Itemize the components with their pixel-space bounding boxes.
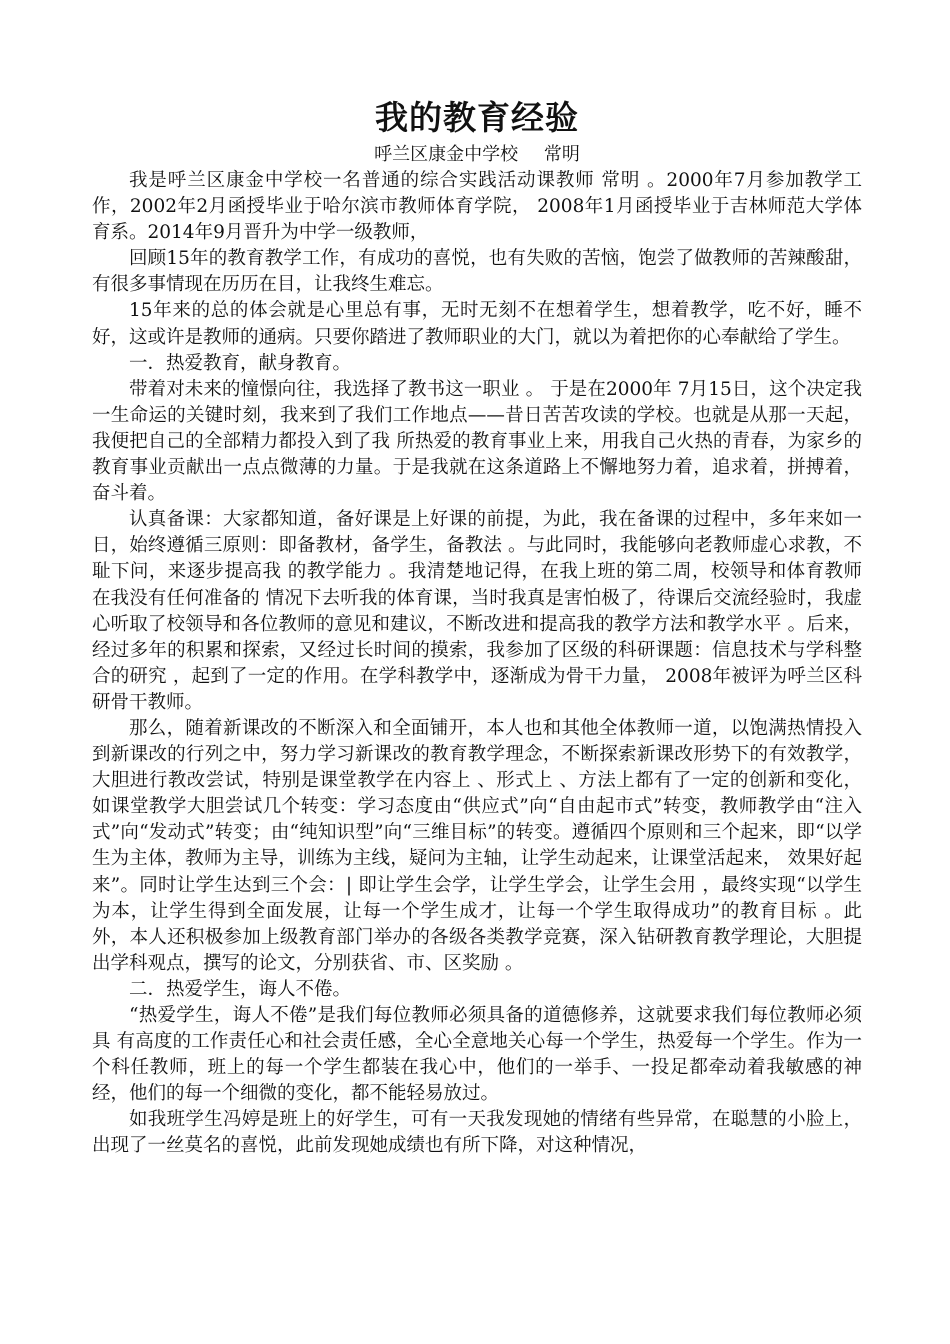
document-title: 我的教育经验 [375,98,579,137]
paragraph-lesson-prep: 认真备课：大家都知道，备好课是上好课的前提，为此，我在备课的过程中，多年来如一日，始终遵循三原则：即备教材，备学生，备教法 。与此同时，我能够向老教师虚心求教，不耻下问，来逐步提高我 的教学能力 。我清楚地记得，在我上班的第二周，校领导和体育教师在我没有任何准备的 情况下去听我的体育课，当时我真是害怕极了，待课后交流经验时，我虚心听取了校领导和各位教师的意见和建议，不断改进和提高我的教学方法和教学水平 。后来，经过多年的积累和探索，又经过长时间的摸索，我参加了区级的科研课题：信息技术与学科整合的研究 ，起到了一定的作用。在学科教学中，逐渐成为骨干力量， 2008年被评为呼兰区科研骨干教师。 [92,509,862,713]
paragraph-intro: 我是呼兰区康金中学校一名普通的综合实践活动课教师 常明 。2000年7月参加教学工作，2002年2月函授毕业于哈尔滨市教师体育学院， 2008年1月函授毕业于吉林师范大学体育系。2014年9月晋升为中学一级教师， [92,170,862,244]
author-line: 呼兰区康金中学校 常明 [374,144,580,165]
paragraph-career-start: 带着对未来的憧憬向往，我选择了教书这一职业 。 于是在2000年 7月15日，这个决定我一生命运的关键时刻，我来到了我们工作地点——昔日苦苦攻读的学校。也就是从那一天起，我便把自己的全部精力都投入到了我 所热爱的教育事业上来，用我自己火热的青春，为家乡的教育事业贡献出一点点微薄的力量。于是我就在这条道路上不懈地努力着，追求着，拼搏着，奋斗着。 [92,378,862,505]
paragraph-love-students: “热爱学生，诲人不倦”是我们每位教师必须具备的道德修养，这就要求我们每位教师必须具 有高度的工作责任心和社会责任感，全心全意地关心每一个学生，热爱每一个学生。作为一个科任教师，班上的每一个学生都装在我心中，他们的一举手、一投足都牵动着我敏感的神经，他们的每一个细微的变化，都不能轻易放过。 [92,1005,862,1105]
paragraph-review: 回顾15年的教育教学工作，有成功的喜悦，也有失败的苦恼，饱尝了做教师的苦辣酸甜，有很多事情现在历历在目，让我终生难忘。 [92,248,862,296]
paragraph-student-example: 如我班学生冯婷是班上的好学生，可有一天我发现她的情绪有些异常，在聪慧的小脸上，出现了一丝莫名的喜悦，此前发现她成绩也有所下降，对这种情况， [92,1109,862,1157]
paragraph-curriculum-reform: 那么，随着新课改的不断深入和全面铺开，本人也和其他全体教师一道，以饱满热情投入到新课改的行列之中，努力学习新课改的教育教学理念，不断探索新课改形势下的有效教学，大胆进行教改尝试，特别是课堂教学在内容上 、形式上 、方法上都有了一定的创新和变化，如课堂教学大胆尝试几个转变：学习态度由“供应式”向“自由起市式”转变，教师教学由“注入式”向“发动式”转变；由“纯知识型”向“三维目标”的转变。遵循四个原则和三个起来，即“以学生为主体，教师为主导，训练为主线，疑问为主轴，让学生动起来，让课堂活起来， 效果好起来”。同时让学生达到三个会：| 即让学生会学，让学生学会，让学生会用 ，最终实现“以学生为本，让学生得到全面发展，让每一个学生成才，让每一个学生取得成功”的教育目标 。此外，本人还积极参加上级教育部门举办的各级各类教学竞赛，深入钻研教育教学理论，大胆提出学科观点，撰写的论文，分别获省、市、区奖励 。 [92,717,862,974]
document-page [92,96,862,1160]
paragraph-experience: 15年来的总的体会就是心里总有事，无时无刻不在想着学生，想着教学，吃不好，睡不好，这或许是教师的通病。只要你踏进了教师职业的大门，就以为着把你的心奉献给了学生。 [92,300,862,348]
section-heading-1: 一．热爱教育，献身教育。 [129,352,352,374]
section-heading-2: 二．热爱学生，诲人不倦。 [129,978,352,1000]
